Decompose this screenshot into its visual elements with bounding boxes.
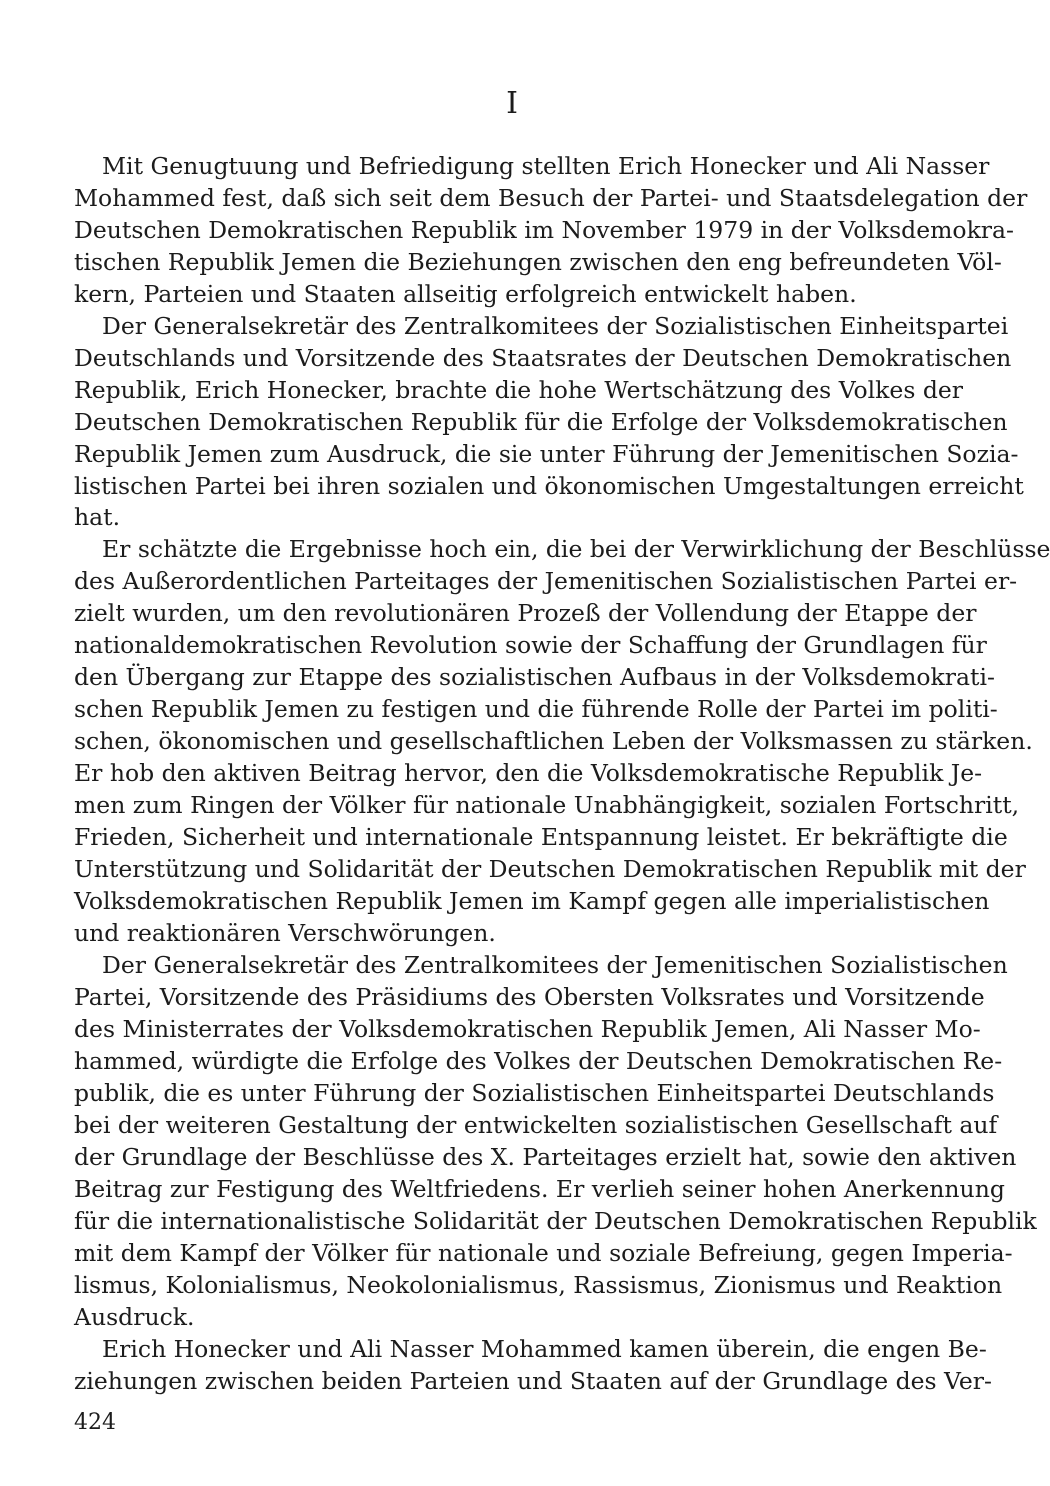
- text-line: ziehungen zwischen beiden Parteien und Staaten auf der Grundlage des Ver-: [74, 1367, 992, 1395]
- text-line: den Übergang zur Etappe des sozialistischen Aufbaus in der Volksdemokrati-: [74, 663, 995, 691]
- text-line: Republik, Erich Honecker, brachte die hohe Wertschätzung des Volkes der: [74, 376, 964, 404]
- text-line: Erich Honecker und Ali Nasser Mohammed kamen überein, die engen Be-: [102, 1335, 987, 1363]
- text-line: Mohammed fest, daß sich seit dem Besuch der Partei- und Staatsdelegation der: [74, 184, 1028, 212]
- text-line: mit dem Kampf der Völker für nationale und soziale Befreiung, gegen Imperia-: [74, 1239, 1013, 1267]
- text-line: men zum Ringen der Völker für nationale Unabhängigkeit, sozialen Fortschritt,: [74, 791, 1020, 819]
- text-line: hat.: [74, 503, 121, 531]
- text-line: Der Generalsekretär des Zentralkomitees der Sozialistischen Einheitspartei: [102, 312, 1009, 340]
- text-line: hammed, würdigte die Erfolge des Volkes der Deutschen Demokratischen Re-: [74, 1047, 1003, 1075]
- text-line: des Außerordentlichen Parteitages der Jemenitischen Sozialistischen Partei er-: [74, 567, 1018, 595]
- text-line: Er hob den aktiven Beitrag hervor, den die Volksdemokratische Republik Je-: [74, 759, 983, 787]
- text-line: zielt wurden, um den revolutionären Prozeß der Vollendung der Etappe der: [74, 599, 977, 627]
- text-line: Unterstützung und Solidarität der Deutschen Demokratischen Republik mit der: [74, 855, 1026, 883]
- text-line: der Grundlage der Beschlüsse des X. Parteitages erzielt hat, sowie den aktiven: [74, 1143, 1017, 1171]
- text-line: Beitrag zur Festigung des Weltfriedens. Er verlieh seiner hohen Anerkennung: [74, 1175, 1005, 1203]
- text-line: listischen Partei bei ihren sozialen und ökonomischen Umgestaltungen erreicht: [74, 472, 1024, 500]
- text-line: Volksdemokratischen Republik Jemen im Kampf gegen alle imperialistischen: [74, 887, 990, 915]
- text-line: Deutschen Demokratischen Republik im November 1979 in der Volksdemokra-: [74, 216, 1014, 244]
- text-line: des Ministerrates der Volksdemokratischen Republik Jemen, Ali Nasser Mo-: [74, 1015, 981, 1043]
- text-line: Deutschen Demokratischen Republik für die Erfolge der Volksdemokratischen: [74, 408, 1008, 436]
- text-line: kern, Parteien und Staaten allseitig erfolgreich entwickelt haben.: [74, 280, 857, 308]
- text-line: Der Generalsekretär des Zentralkomitees der Jemenitischen Sozialistischen: [102, 951, 1008, 979]
- text-line: und reaktionären Verschwörungen.: [74, 919, 496, 947]
- text-line: Partei, Vorsitzende des Präsidiums des Obersten Volksrates und Vorsitzende: [74, 983, 985, 1011]
- text-line: tischen Republik Jemen die Beziehungen zwischen den eng befreundeten Völ-: [74, 248, 1002, 276]
- text-line: Ausdruck.: [74, 1303, 195, 1331]
- text-line: Mit Genugtuung und Befriedigung stellten Erich Honecker und Ali Nasser: [102, 152, 990, 180]
- page-number: 424: [74, 1410, 116, 1435]
- text-line: schen Republik Jemen zu festigen und die führende Rolle der Partei im politi-: [74, 695, 998, 723]
- section-heading: I: [506, 86, 518, 121]
- text-line: lismus, Kolonialismus, Neokolonialismus, Rassismus, Zionismus und Reaktion: [74, 1271, 1003, 1299]
- text-line: Deutschlands und Vorsitzende des Staatsrates der Deutschen Demokratischen: [74, 344, 1012, 372]
- text-line: bei der weiteren Gestaltung der entwickelten sozialistischen Gesellschaft auf: [74, 1111, 998, 1139]
- text-line: Republik Jemen zum Ausdruck, die sie unter Führung der Jemenitischen Sozia-: [74, 440, 1019, 468]
- text-line: nationaldemokratischen Revolution sowie der Schaffung der Grundlagen für: [74, 631, 987, 659]
- text-line: Er schätzte die Ergebnisse hoch ein, die bei der Verwirklichung der Beschlüsse: [102, 535, 1050, 563]
- text-line: schen, ökonomischen und gesellschaftlichen Leben der Volksmassen zu stärken.: [74, 727, 1033, 755]
- text-line: publik, die es unter Führung der Sozialistischen Einheitspartei Deutschlands: [74, 1079, 995, 1107]
- text-line: für die internationalistische Solidarität der Deutschen Demokratischen Republik: [74, 1207, 1037, 1235]
- text-line: Frieden, Sicherheit und internationale Entspannung leistet. Er bekräftigte die: [74, 823, 1008, 851]
